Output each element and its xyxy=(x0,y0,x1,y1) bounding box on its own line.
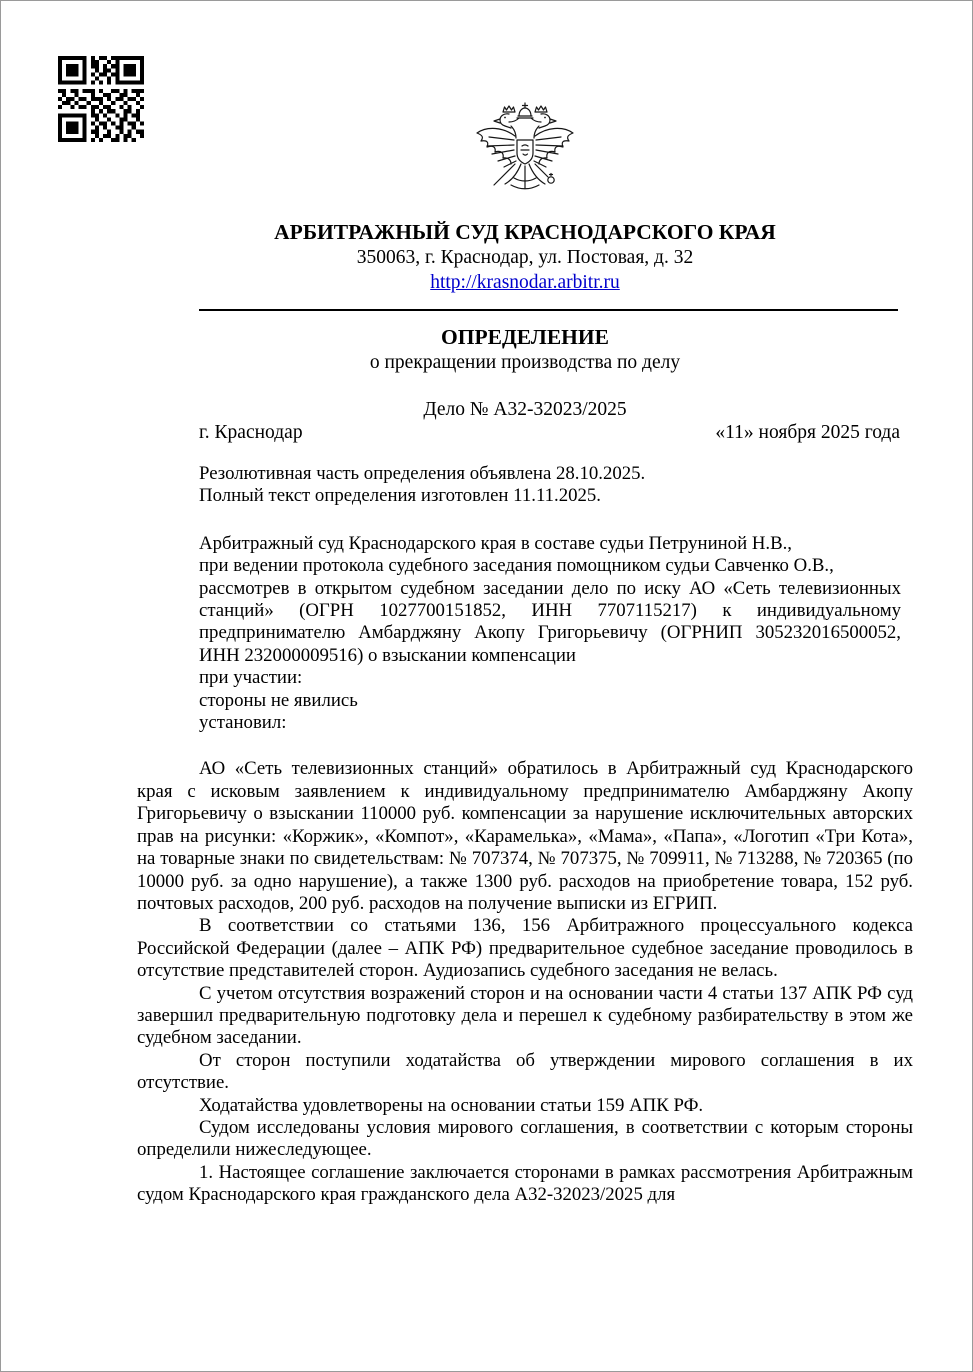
full-text-line: Полный текст определения изготовлен 11.11.2025. xyxy=(199,485,601,507)
coat-of-arms-icon xyxy=(469,100,581,212)
court-name: АРБИТРАЖНЫЙ СУД КРАСНОДАРСКОГО КРАЯ xyxy=(274,220,776,244)
participation-line: при участии: xyxy=(199,667,303,689)
clerk-line: при ведении протокола судебного заседания помощником судьи Савченко О.В., xyxy=(199,555,834,577)
case-number: Дело № А32-32023/2025 xyxy=(423,399,627,420)
document-title: ОПРЕДЕЛЕНИЕ xyxy=(441,325,609,349)
court-website-row xyxy=(137,270,913,295)
body-paragraph: В соответствии со статьями 136, 156 Арбитражного процессуального кодекса Российской Федерации (далее – АПК РФ) предварительное судебное заседание проводилось в отсутствие представителей сторон. Аудиозапись судебного заседания не велась. xyxy=(137,915,913,982)
announcement-block xyxy=(137,463,913,508)
city-label: г. Краснодар xyxy=(199,422,303,443)
case-description-line: рассмотрев в открытом судебном заседании дело по иску АО «Сеть телевизионных станций» (ОГРН 1027700151852, ИНН 7707115217) к индивидуальному предпринимателю Амбарджяну Акопу Григорьевичу (ОГРНИП 305232016500052, ИНН 232000009516) о взыскании компенсации xyxy=(199,577,901,666)
body-paragraph: 1. Настоящее соглашение заключается сторонами в рамках рассмотрения Арбитражным судом Краснодарского края гражданского дела А32-32023/2025 для xyxy=(137,1161,913,1206)
court-address: 350063, г. Краснодар, ул. Постовая, д. 32 xyxy=(356,247,694,268)
city-date-row xyxy=(137,421,913,444)
header-divider xyxy=(199,309,898,311)
decision-body xyxy=(137,758,913,1206)
date-label: «11» ноября 2025 года xyxy=(715,422,900,443)
body-paragraph: Судом исследованы условия мирового соглашения, в соответствии с которым стороны определили нижеследующее. xyxy=(137,1116,913,1161)
body-paragraph: АО «Сеть телевизионных станций» обратилось в Арбитражный суд Краснодарского края с исковым заявлением к индивидуальному предпринимателю Амбарджяну Акопу Григорьевичу о взыскании 110000 руб. компенсации за нарушение исключительных авторских прав на рисунки: «Коржик», «Компот», «Карамелька», «Мама», «Папа», «Логотип «Три Кота», на товарные знаки по свидетельствам: № 707374, № 707375, № 709911, № 713288, № 720365 (по 10000 руб. за одно нарушение), а также 1300 руб. расходов на приобретение товара, 152 руб. почтовых расходов, 200 руб. расходов на получение выписки из ЕГРИП. xyxy=(137,758,913,914)
body-paragraph: Ходатайства удовлетворены на основании статьи 159 АПК РФ. xyxy=(199,1094,704,1116)
established-line: установил: xyxy=(199,712,287,734)
resolutive-part-line: Резолютивная часть определения объявлена 28.10.2025. xyxy=(199,463,646,484)
document-subtitle: о прекращении производства по делу xyxy=(369,352,681,373)
court-website-link[interactable]: http://krasnodar.arbitr.ru xyxy=(430,272,620,293)
court-composition-block xyxy=(137,533,913,735)
body-paragraph: От сторон поступили ходатайства об утверждении мирового соглашения в их отсутствие. xyxy=(137,1049,913,1094)
parties-absent-line: стороны не явились xyxy=(199,689,358,711)
judge-line: Арбитражный суд Краснодарского края в составе судьи Петруниной Н.В., xyxy=(199,532,792,554)
qr-code-icon xyxy=(58,56,144,142)
body-paragraph: С учетом отсутствия возражений сторон и на основании части 4 статьи 137 АПК РФ суд завершил предварительную подготовку дела и перешел к судебному разбирательству в этом же судебном заседании. xyxy=(137,982,913,1049)
